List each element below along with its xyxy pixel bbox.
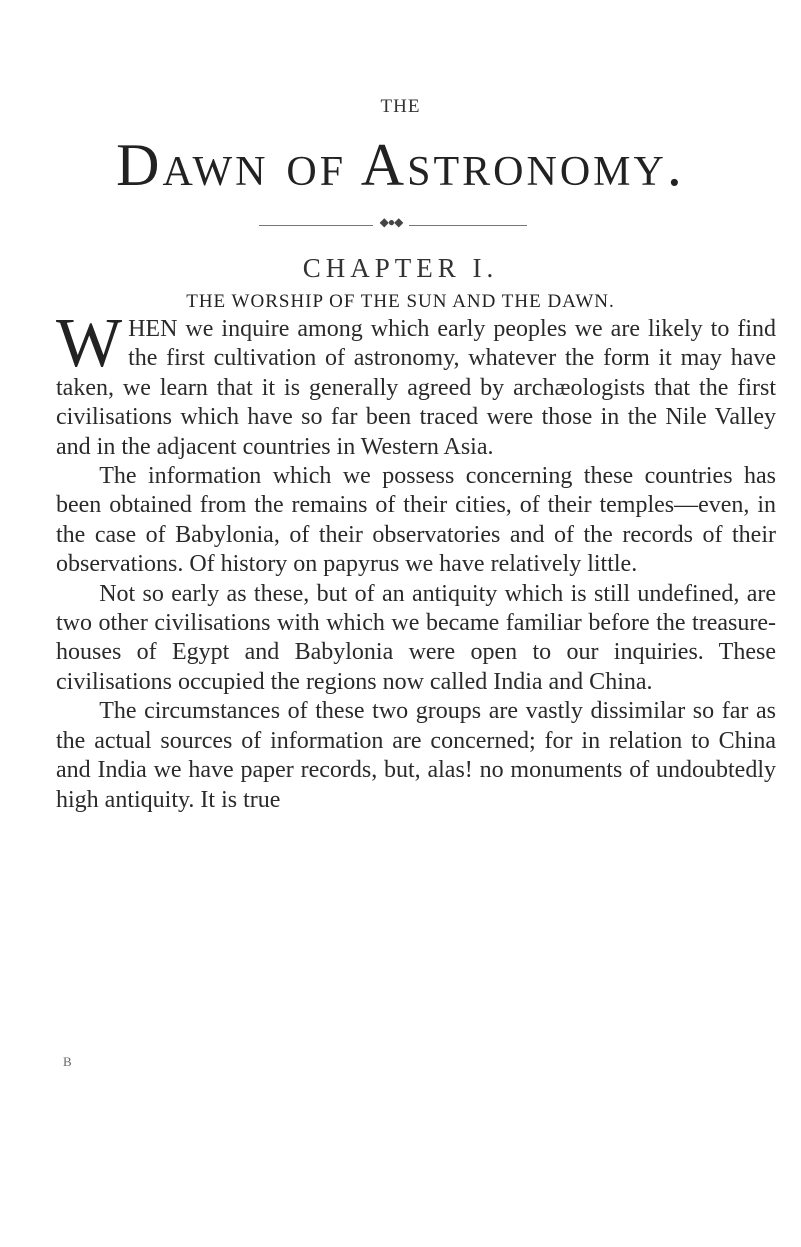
- ornament-rule-left: [259, 225, 373, 226]
- chapter-heading: CHAPTER I.: [302, 253, 499, 283]
- paragraph-2: The information which we possess concerning these countries has been obtained from the remains of their cities, of their temples—even, in the case of Babylonia, of their observatories and of the records of their observations. Of history on papyrus we have relatively little.: [56, 463, 776, 578]
- drop-cap-letter: W: [56, 305, 123, 382]
- paragraph-1: [56, 305, 776, 462]
- title-ornament-rule: [259, 215, 527, 231]
- paragraph-1-text: we inquire among which early peoples we are likely to find the first cultivation of astronomy, whatever the form it may have taken, we learn that it is generally agreed by archæologists that the first civilisations which have so far been traced were those in the Nile Valley and in the adjacent countries in Western Asia.: [56, 316, 776, 460]
- paragraph-4: The circumstances of these two groups are vastly dissimilar so far as the actual sources of information are concerned; for in relation to China and India we have paper records, but, alas! no monuments of undoubtedly high antiquity. It is true: [56, 698, 776, 813]
- chapter-body-text: [56, 305, 776, 815]
- ornament-dots-icon: ◆●◆: [379, 215, 403, 229]
- chapter-subtitle: THE WORSHIP OF THE SUN AND THE DAWN.: [186, 291, 615, 312]
- paragraph-3: Not so early as these, but of an antiquity which is still undefined, are two other civilisations with which we became familiar before the treasure-houses of Egypt and Babylonia were open to our inquiries. These civilisations occupied the regions now called India and China.: [56, 580, 776, 695]
- book-title: Dawn of Astronomy.: [116, 132, 685, 198]
- ornament-rule-right: [409, 225, 527, 226]
- signature-mark: B: [63, 1054, 72, 1069]
- first-word-rest: HEN: [128, 316, 178, 342]
- running-head: THE: [380, 96, 421, 117]
